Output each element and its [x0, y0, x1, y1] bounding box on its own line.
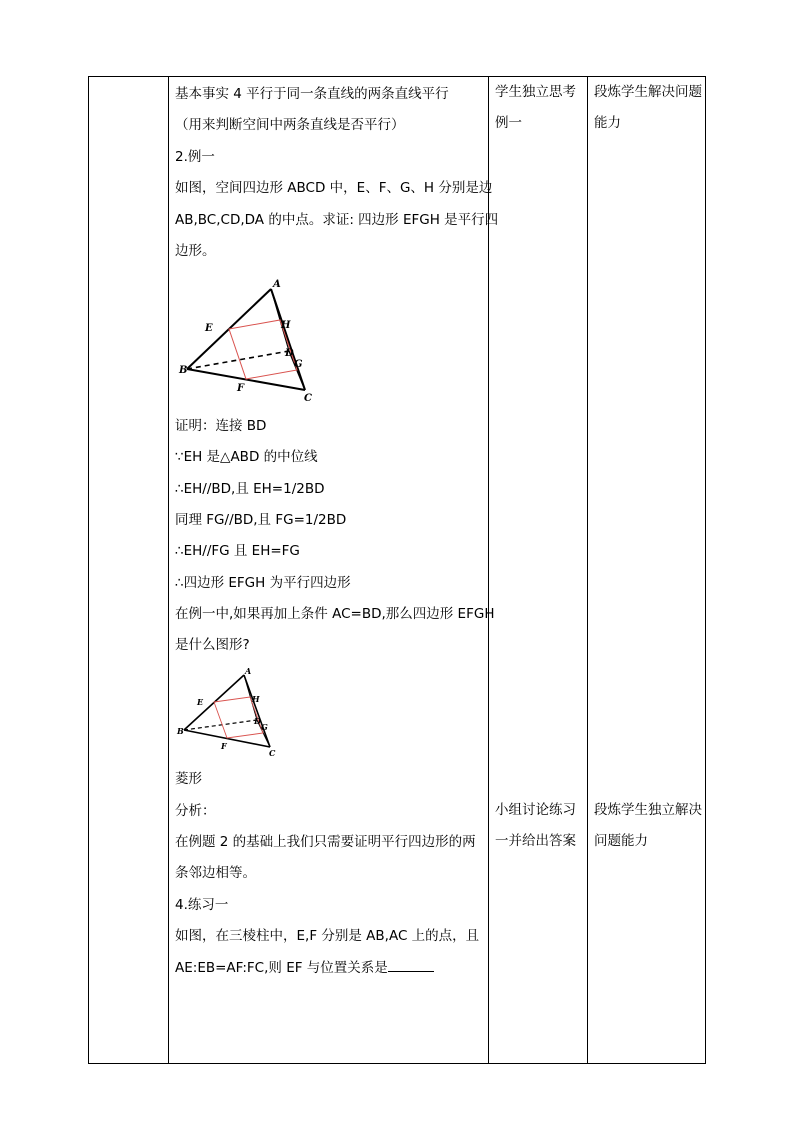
small-label-G: G — [261, 722, 268, 732]
small-label-D: D — [254, 716, 261, 726]
answer: 菱形 — [175, 771, 202, 787]
lesson-table — [88, 76, 706, 1064]
label-B: B — [179, 365, 188, 376]
example-text-1: 如图，空间四边形 ABCD 中，E、F、G、H 分别是边 — [175, 180, 493, 196]
analysis-label: 分析： — [175, 803, 216, 819]
intent-first: 段炼学生解决问题能力 — [594, 84, 702, 131]
fact-title: 基本事实 4 平行于同一条直线的两条直线平行 — [175, 86, 449, 102]
tetrahedron-figure-small — [175, 667, 285, 759]
intent-second: 段炼学生独立解决问题能力 — [594, 802, 702, 849]
small-label-C: C — [269, 748, 276, 758]
answer-blank[interactable] — [388, 957, 434, 972]
small-label-B: B — [177, 726, 184, 736]
proof-line-2: ∵EH 是△ABD 的中位线 — [175, 449, 318, 465]
exercise-line-2-text: AE:EB=AF:FC,则 EF 与位置关系是 — [175, 960, 388, 976]
label-H: H — [281, 320, 291, 331]
proof-line-4: 同理 FG//BD,且 FG=1/2BD — [175, 512, 347, 528]
small-label-A: A — [245, 667, 252, 676]
proof-line-1: 证明：连接 BD — [175, 418, 267, 434]
small-label-E: E — [197, 697, 204, 707]
analysis-line-1: 在例题 2 的基础上我们只需要证明平行四边形的两 — [175, 834, 476, 850]
tetrahedron-figure-large — [177, 277, 322, 407]
example-heading: 2.例一 — [175, 149, 215, 165]
exercise-line-1: 如图，在三棱柱中，E,F 分别是 AB,AC 上的点，且 — [175, 928, 480, 944]
fact-note: （用来判断空间中两条直线是否平行） — [175, 117, 405, 133]
proof-line-5: ∴EH//FG 且 EH=FG — [175, 543, 300, 559]
analysis-line-2: 条邻边相等。 — [175, 865, 256, 881]
column-divider-1 — [168, 77, 169, 1063]
example-text-3: 边形。 — [175, 243, 216, 259]
proof-line-6: ∴四边形 EFGH 为平行四边形 — [175, 575, 351, 591]
label-G: G — [294, 359, 303, 370]
activity-second: 小组讨论练习一并给出答案 — [495, 802, 576, 849]
label-F: F — [237, 383, 245, 394]
label-D: D — [285, 348, 294, 359]
exercise-heading: 4.练习一 — [175, 897, 229, 913]
column-divider-3 — [587, 77, 588, 1063]
small-label-H: H — [252, 694, 260, 704]
activity-first: 学生独立思考例一 — [495, 84, 576, 131]
example-text-2: AB,BC,CD,DA 的中点。求证: 四边形 EFGH 是平行四 — [175, 212, 499, 228]
label-A: A — [273, 279, 281, 290]
small-label-F: F — [221, 741, 227, 751]
label-C: C — [304, 393, 312, 404]
extension-line-2: 是什么图形? — [175, 637, 250, 653]
extension-line-1: 在例一中,如果再加上条件 AC=BD,那么四边形 EFGH — [175, 606, 495, 622]
exercise-line-2 — [175, 957, 434, 978]
label-E: E — [205, 323, 213, 334]
proof-line-3: ∴EH//BD,且 EH=1/2BD — [175, 481, 325, 497]
